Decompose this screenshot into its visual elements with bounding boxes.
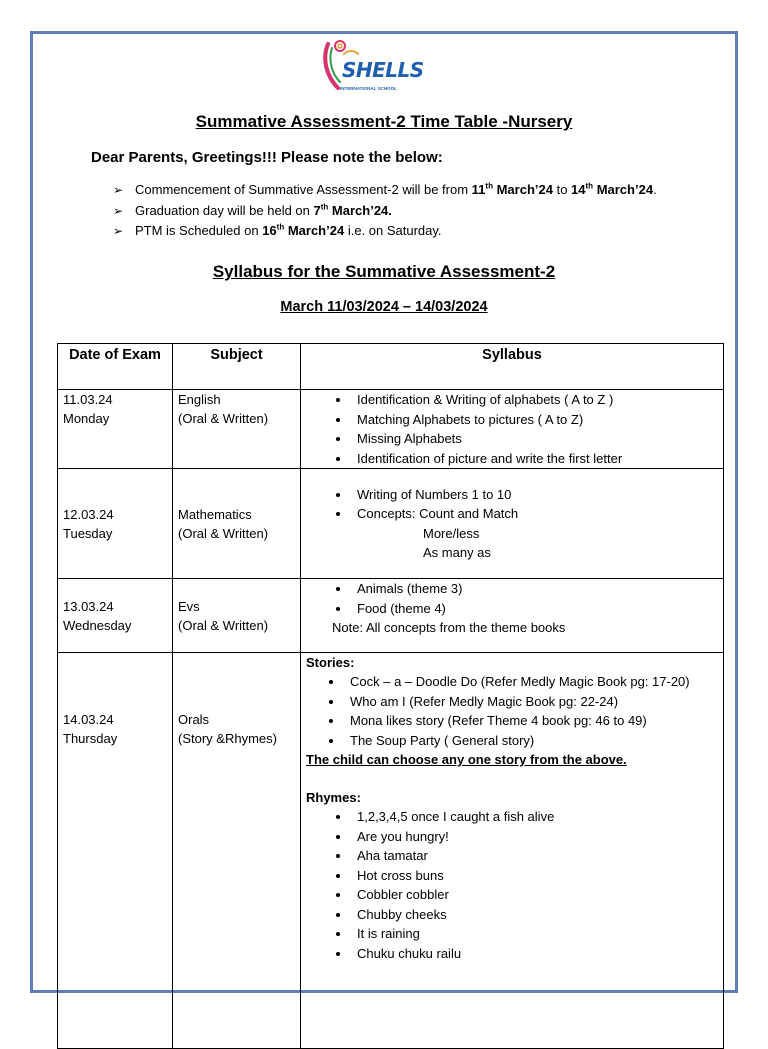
date-range: March 11/03/2024 – 14/03/2024 [280,299,488,315]
table-row [58,390,724,469]
syllabus-cell [301,653,724,1049]
list-item: • Concepts: Count and Match [351,504,718,524]
syllabus-cell [301,390,724,469]
header-subject: Subject [173,344,301,390]
logo-wordmark: SHELLS [342,58,424,82]
date-cell: 12.03.24 Tuesday [58,469,173,579]
choose-note: The child can choose any one story from the above. [306,752,627,767]
timetable [57,343,724,1049]
page-title: Summative Assessment-2 Time Table -Nursery [195,112,573,131]
date-cell: 14.03.24 Thursday [58,653,173,1049]
list-item: • Writing of Numbers 1 to 10 [351,485,718,505]
greeting: Dear Parents, Greetings!!! Please note the below: [91,149,443,166]
list-item: • Mona likes story (Refer Theme 4 book pg: 46 to 49) [344,711,718,731]
table-header-row [58,344,724,390]
arrow-bullet-icon: ➢ [113,203,124,218]
list-item: • Chubby cheeks [351,905,718,925]
syllabus-cell [301,469,724,579]
syllabus-heading: Syllabus for the Summative Assessment-2 [212,262,556,281]
arrow-bullet-icon: ➢ [113,183,124,197]
list-item: • Are you hungry! [351,827,718,847]
list-item: • Matching Alphabets to pictures ( A to Z) [351,410,718,430]
list-item: • Who am I (Refer Medly Magic Book pg: 22-24) [344,692,718,712]
list-item: • Cock – a – Doodle Do (Refer Medly Magic Book pg: 17-20) [344,672,718,692]
list-item: • Animals (theme 3) [351,579,718,599]
school-logo [318,36,424,96]
header-date: Date of Exam [58,344,173,390]
logo-subtitle: INTERNATIONAL SCHOOL [340,86,397,91]
header-syllabus: Syllabus [301,344,724,390]
date-cell: 11.03.24 Monday [58,390,173,469]
list-item: • 1,2,3,4,5 once I caught a fish alive [351,807,718,827]
notes-list [113,180,657,242]
subject-cell: Evs (Oral & Written) [173,579,301,653]
list-item: • Food (theme 4) [351,599,718,619]
stories-label: Stories: [306,655,355,670]
note-item: ➢ Commencement of Summative Assessment-2 will be from 11th March’24 to 14th March’24. [113,180,657,201]
table-row [58,469,724,579]
list-item: • Identification of picture and write the first letter [351,449,718,469]
note-item: ➢ PTM is Scheduled on 16th March’24 i.e. on Saturday. [113,221,657,242]
arrow-bullet-icon: ➢ [113,224,124,238]
list-item: • Missing Alphabets [351,429,718,449]
subject-cell: Orals (Story &Rhymes) [173,653,301,1049]
note-item: ➢ Graduation day will be held on 7th March’24. [113,201,657,222]
table-row [58,653,724,1049]
subject-cell: English (Oral & Written) [173,390,301,469]
list-item: • Chuku chuku railu [351,944,718,964]
table-row [58,579,724,653]
rhymes-label: Rhymes: [306,790,361,805]
note-text: Note: All concepts from the theme books [332,620,566,635]
list-item: • It is raining [351,924,718,944]
syllabus-cell [301,579,724,653]
list-item: • Hot cross buns [351,866,718,886]
list-item: • Aha tamatar [351,846,718,866]
subject-cell: Mathematics (Oral & Written) [173,469,301,579]
list-item: • The Soup Party ( General story) [344,731,718,751]
list-item: • Identification & Writing of alphabets ( A to Z ) [351,390,718,410]
sub-item: As many as [423,545,491,560]
sub-item: More/less [423,525,480,541]
date-cell: 13.03.24 Wednesday [58,579,173,653]
list-item: • Cobbler cobbler [351,885,718,905]
